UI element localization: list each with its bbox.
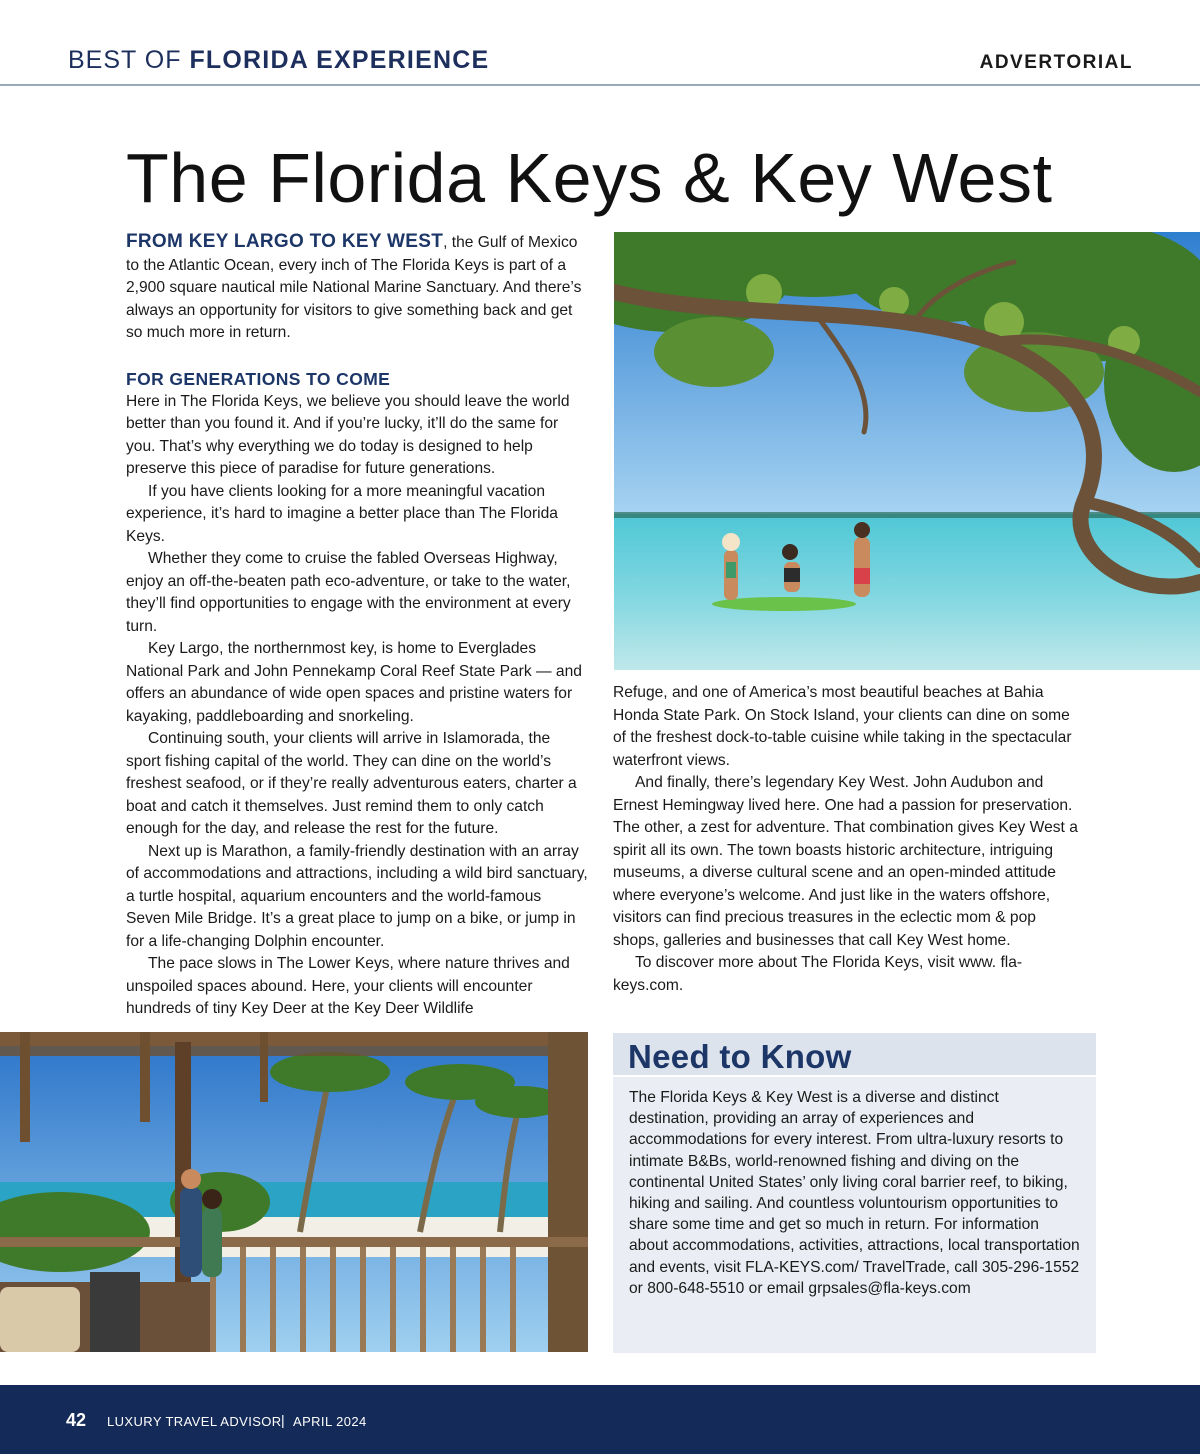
beach-paddleboard-photo xyxy=(614,232,1200,670)
paragraph: Whether they come to cruise the fabled Overseas Highway, enjoy an off-the-beaten path eco-adventure, or take to the water, they’ll find opportunities to engage with the environment at every turn. xyxy=(126,550,571,635)
need-to-know-body: The Florida Keys & Key West is a diverse and distinct destination, providing an array of experiences and accommodations for every interest. From ultra-luxury resorts to intimate B&Bs, world-renowned fishing and diving on the continental United States’ only living coral barrier reef, to biking, hiking and sailing. And countless voluntourism opportunities to share some time and get so much in return. For information about accommodations, activities, attractions, local transportation and events, visit FLA-KEYS.com/ TravelTrade, call 305-296-1552 or 800-648-5510 or email grpsales@fla-keys.com xyxy=(629,1089,1080,1297)
balcony-beach-photo xyxy=(0,1032,588,1352)
issue-date: APRIL 2024 xyxy=(293,1414,367,1429)
advertorial-label: ADVERTORIAL xyxy=(979,52,1133,73)
section-label xyxy=(68,46,489,75)
publication-name: LUXURY TRAVEL ADVISOR xyxy=(107,1414,282,1429)
paragraph: The pace slows in The Lower Keys, where nature thrives and unspoiled spaces abound. Here, your clients will encounter hundreds of tiny Key Deer at the Key Deer Wildlife xyxy=(126,955,570,1017)
lead-paragraph xyxy=(126,231,588,345)
paragraph: Continuing south, your clients will arrive in Islamorada, the sport fishing capital of the world. They can dine on the world’s freshest seafood, or if they’re really adventurous eaters, charter a boat and catch it themselves. Just remind them to only catch enough for the day, and release the rest for the future. xyxy=(126,730,577,837)
page-footer xyxy=(0,1385,1200,1454)
paragraph: If you have clients looking for a more meaningful vacation experience, it’s hard to imagine a better place than The Florida Keys. xyxy=(126,482,558,545)
footer-separator: | xyxy=(281,1412,285,1428)
paragraph: And finally, there’s legendary Key West. John Audubon and Ernest Hemingway lived here. One had a passion for preservation. The other, a zest for adventure. That combination gives Key West a spirit all its own. The town boasts historic architecture, intriguing museums, a diverse cultural scene and an open-minded attitude where everyone’s welcome. And just like in the waters offshore, visitors can find precious treasures in the eclectic mom & pop shops, galleries and businesses that call Key West home. xyxy=(613,774,1078,949)
paragraph: Refuge, and one of America’s most beautiful beaches at Bahia Honda State Park. On Stock Island, your clients can dine on some of the freshest dock-to-table cuisine while taking in the spectacular waterfront views. xyxy=(613,684,1072,769)
lead-caps: FROM KEY LARGO TO KEY WEST xyxy=(126,231,444,252)
article-title: The Florida Keys & Key West xyxy=(126,139,1053,217)
page-header xyxy=(0,0,1200,86)
paragraph: Key Largo, the northernmost key, is home to Everglades National Park and John Pennekamp Coral Reef State Park — and offers an abundance of wide open spaces and pristine waters for kayaking, paddleboarding and snorkeling. xyxy=(126,640,582,725)
need-to-know-header xyxy=(613,1033,1096,1077)
lead-rest: , the Gulf of Mexico to the Atlantic Ocean, every inch of The Florida Keys is part of a 2,900 square nautical mile National Marine Sanctuary. And there’s always an opportunity for visitors to give something back and get so much more in return. xyxy=(126,234,582,341)
section-name: FLORIDA EXPERIENCE xyxy=(189,46,490,74)
need-to-know-box xyxy=(613,1033,1096,1353)
article-column-left xyxy=(126,231,588,1021)
paragraph: Next up is Marathon, a family-friendly destination with an array of accommodations and attractions, including a wild bird sanctuary, a turtle hospital, aquarium encounters and the world-famous Seven Mile Bridge. It’s a great place to jump on a bike, or jump in for a life-changing Dolphin encounter. xyxy=(126,842,588,950)
article-column-right xyxy=(613,682,1083,997)
subhead: FOR GENERATIONS TO COME xyxy=(126,368,391,389)
section-prefix: BEST OF xyxy=(68,46,190,74)
paragraph: To discover more about The Florida Keys, visit www. fla-keys.com. xyxy=(613,954,1023,994)
need-to-know-title: Need to Know xyxy=(628,1038,852,1075)
paragraph: Here in The Florida Keys, we believe you should leave the world better than you found it. And if you’re lucky, it’ll do the same for you. That’s why everything we do today is designed to help preserve this piece of paradise for future generations. xyxy=(126,392,570,477)
page-number: 42 xyxy=(66,1410,87,1430)
